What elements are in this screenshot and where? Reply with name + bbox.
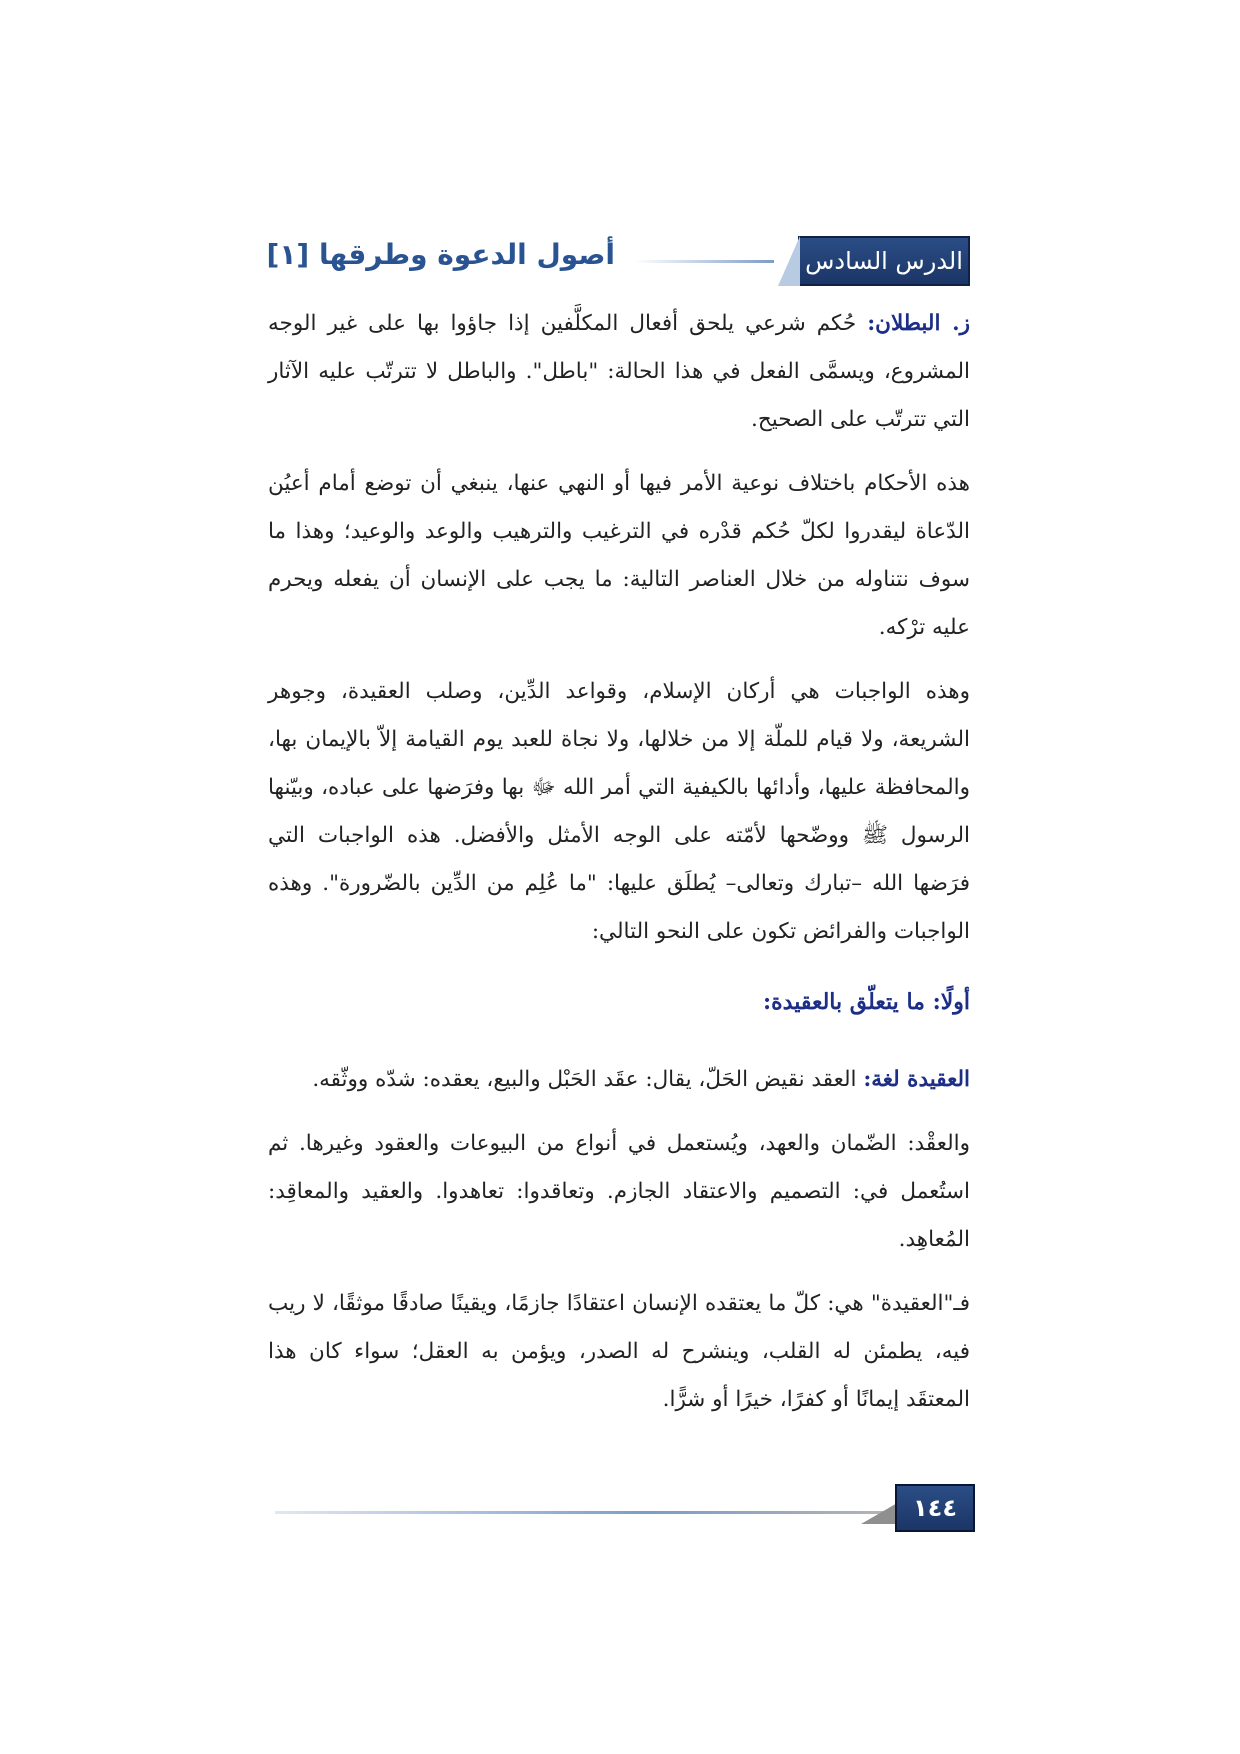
term-invalidity: ز. البطلان: xyxy=(867,311,970,336)
paragraph-rulings: هذه الأحكام باختلاف نوعية الأمر فيها أو النهي عنها، ينبغي أن توضع أمام أعيُن الدّعاة ليقدروا لكلّ حُكم قدْره في الترغيب والترهيب والوعد والوعيد؛ وهذا ما سوف نتناوله من خلال العناصر التالية: ما يجب على الإنسان أن يفعله ويحرم عليه ترْكه. xyxy=(268,471,970,640)
section-heading: أولًا: ما يتعلّق بالعقيدة: xyxy=(763,989,970,1015)
footer-divider xyxy=(275,1511,895,1514)
paragraph-aqeedah-meaning: فـ"العقيدة" هي: كلّ ما يعتقده الإنسان اعتقادًا جازمًا، ويقينًا صادقًا موثقًا، لا ريب فيه، يطمئن له القلب، وينشرح له الصدر، ويؤمن به العقل؛ سواء كان هذا المعتقَد إيمانًا أو كفرًا، خيرًا أو شرًّا. xyxy=(268,1291,970,1412)
page-header xyxy=(268,236,970,286)
paragraph-text: العقد نقيض الحَلّ، يقال: عقَد الحَبْل والبيع، يعقده: شدّه ووثّقه. xyxy=(312,1067,864,1092)
page-footer xyxy=(275,1484,975,1534)
paragraph-aqeedah-definition xyxy=(268,1056,970,1104)
paragraph-text: حُكم شرعي يلحق أفعال المكلَّفين إذا جاؤوا بها على غير الوجه المشروع، ويسمَّى الفعل في هذا الحالة: "باطل". والباطل لا تترتّب عليه الآثار التي تترتّب على الصحيح. xyxy=(268,311,970,432)
term-aqeedah: العقيدة لغة: xyxy=(863,1067,970,1092)
page-body xyxy=(268,300,970,1440)
paragraph-invalidity xyxy=(268,300,970,444)
chapter-title: أصول الدعوة وطرقها [١] xyxy=(266,238,615,271)
page-number: ١٤٤ xyxy=(895,1484,975,1532)
paragraph-contract: والعقْد: الضّمان والعهد، ويُستعمل في أنواع من البيوعات والعقود وغيرها. ثم استُعمل في: التصميم والاعتقاد الجازم. وتعاقدوا: تعاهدوا. والعقيد والمعاقِد: المُعاهِد. xyxy=(268,1131,970,1252)
lesson-badge xyxy=(798,236,970,286)
footer-wedge-decoration xyxy=(861,1502,899,1524)
header-divider xyxy=(634,260,774,263)
paragraph-obligations: وهذه الواجبات هي أركان الإسلام، وقواعد الدِّين، وصلب العقيدة، وجوهر الشريعة، ولا قيام للملّة إلا من خلالها، ولا نجاة للعبد يوم القيامة إلاّ بالإيمان بها، والمحافظة عليها، وأدائها بالكيفية التي أمر الله ﷻ بها وفرَضها على عباده، وبيّنها الرسول ﷺ ووضّحها لأمّته على الوجه الأمثل والأفضل. هذه الواجبات التي فرَضها الله –تبارك وتعالى– يُطلَق عليها: "ما عُلِم من الدِّين بالضّرورة". وهذه الواجبات والفرائض تكون على النحو التالي: xyxy=(268,679,970,944)
lesson-label: الدرس السادس xyxy=(805,247,963,275)
